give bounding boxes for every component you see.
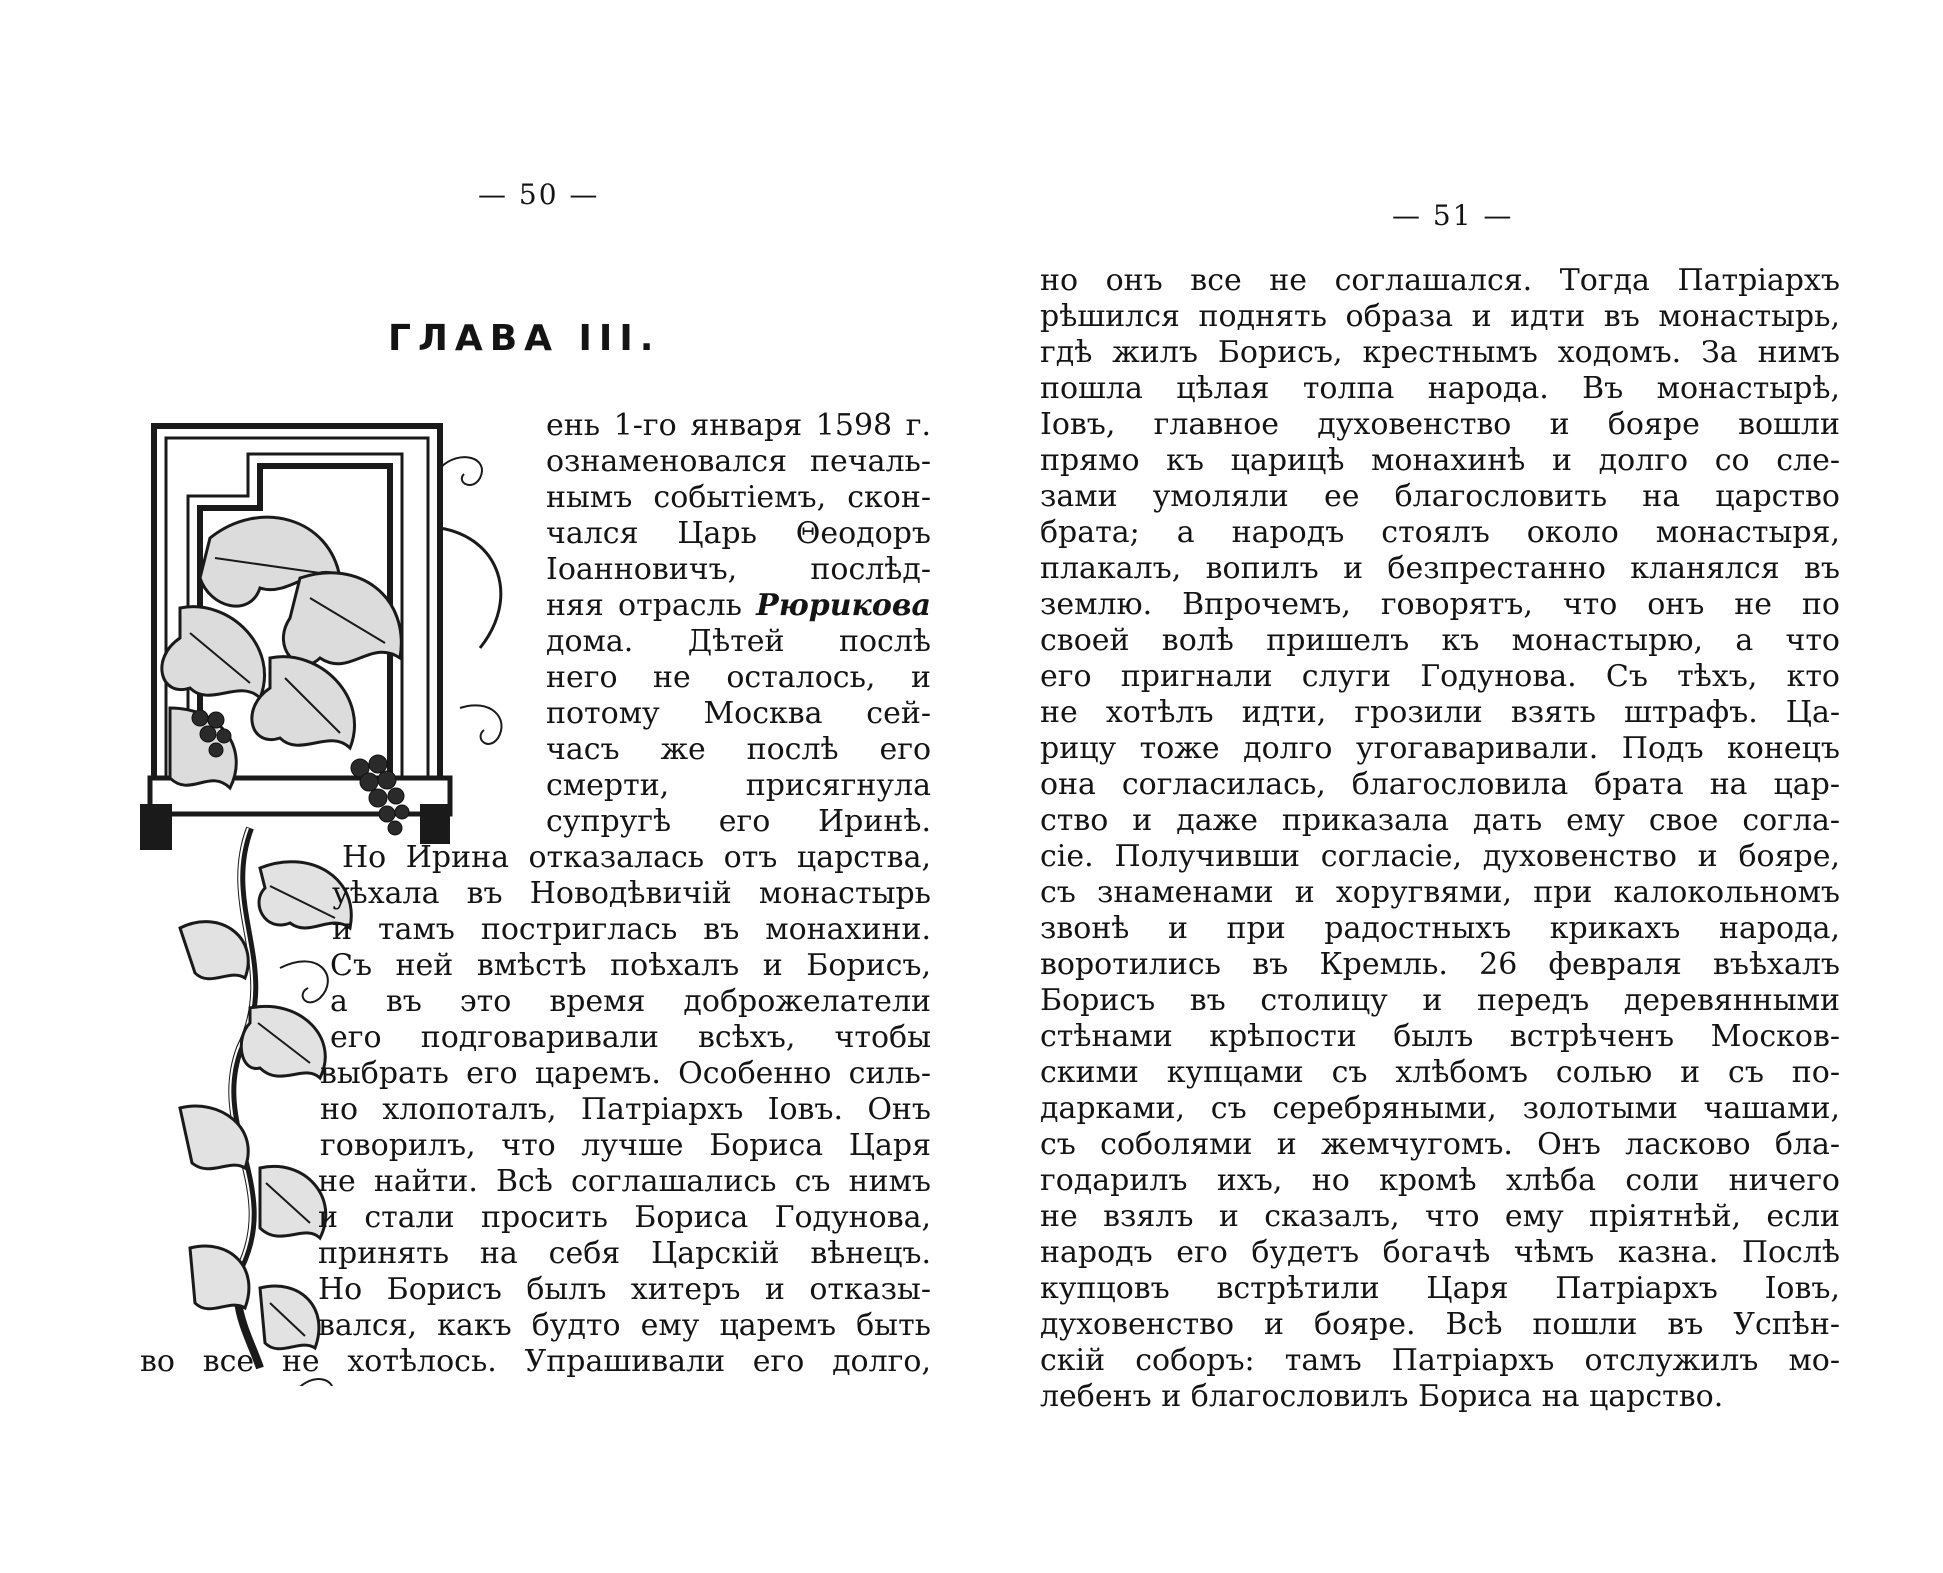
text-line: Но Ирина отказалась отъ царства,	[342, 840, 931, 875]
text-line: звонѣ и при радостныхъ крикахъ народа,	[1040, 911, 1840, 946]
text-line: духовенство и бояре. Всѣ пошли въ Успѣн-	[1040, 1307, 1840, 1342]
text-line: съ знаменами и хоругвями, при калокольномъ	[1040, 875, 1840, 910]
text-line: уѣхала въ Новодѣвичій монастырь	[332, 876, 931, 911]
text-line: прямо къ царицѣ монахинѣ и долго со сле-	[1040, 443, 1840, 478]
text-line: зами умоляли ее благословить на царство	[1040, 479, 1840, 514]
text-line: ень 1-го января 1598 г.	[546, 408, 931, 443]
text-line: и стали просить Бориса Годунова,	[318, 1200, 931, 1235]
text-line: дарками, съ серебряными, золотыми чашами,	[1040, 1091, 1840, 1126]
text-line: а въ это время доброжелатели	[330, 984, 931, 1019]
text-line: гдѣ жилъ Борисъ, крестнымъ ходомъ. За нимъ	[1040, 335, 1840, 370]
page-right	[972, 0, 1943, 1573]
text-line: не хотѣлъ идти, грозили взять штрафъ. Ца-	[1040, 695, 1840, 730]
text-line-with-italic	[546, 588, 931, 624]
text-line: ство и даже приказала дать ему свое согла-	[1040, 803, 1840, 838]
text-line: рицу тоже долго угогаваривали. Подъ конецъ	[1040, 731, 1840, 766]
text-line: Но Борисъ былъ хитеръ и отказы-	[318, 1272, 931, 1307]
text-line: и тамъ постриглась въ монахини.	[332, 912, 931, 947]
text-line: Борисъ въ столицу и передъ деревянными	[1040, 983, 1840, 1018]
text-line: Іоанновичъ, послѣд-	[546, 552, 931, 587]
text-line: брата; а народъ стоялъ около монастыря,	[1040, 515, 1840, 550]
text-line: она согласилась, благословила брата на цар-	[1040, 767, 1840, 802]
chapter-title: ГЛАВА III.	[388, 318, 661, 359]
text-line: ознаменовался печаль-	[546, 444, 931, 479]
text-line: но хлопоталъ, Патріархъ Іовъ. Онъ	[320, 1092, 931, 1127]
text-line: съ соболями и жемчугомъ. Онъ ласково бла-	[1040, 1127, 1840, 1162]
text-line: дома. Дѣтей послѣ	[546, 624, 931, 659]
text-line: говорилъ, что лучше Бориса Царя	[320, 1128, 931, 1163]
text-line: нымъ событіемъ, скон-	[546, 480, 931, 515]
text-line: скими купцами съ хлѣбомъ солью и съ по-	[1040, 1055, 1840, 1090]
text-line: не взялъ и сказалъ, что ему пріятнѣй, если	[1040, 1199, 1840, 1234]
text-line: чался Царь Θеодоръ	[546, 516, 931, 551]
text-line: годарилъ ихъ, но кромѣ хлѣба соли ничего	[1040, 1163, 1840, 1198]
text-line: сіе. Получивши согласіе, духовенство и бояре,	[1040, 839, 1840, 874]
page-number-left: — 50 —	[478, 178, 600, 211]
text-line: лебенъ и благословилъ Бориса на царство.	[1040, 1379, 1724, 1414]
text-line: стѣнами крѣпости былъ встрѣченъ Москов-	[1040, 1019, 1840, 1054]
text-line: скій соборъ: тамъ Патріархъ отслужилъ мо-	[1040, 1343, 1840, 1378]
text-line: плакалъ, вопилъ и безпрестанно кланялся въ	[1040, 551, 1840, 586]
text-line: него не осталось, и	[546, 660, 931, 695]
text-line: народъ его будетъ богачѣ чѣмъ казна. Послѣ	[1040, 1235, 1840, 1270]
italic-name: Рюрикова	[756, 588, 931, 623]
text-line: потому Москва сей-	[546, 696, 931, 731]
text-line: не найти. Всѣ соглашались съ нимъ	[318, 1164, 931, 1199]
text-line: часъ же послѣ его	[546, 732, 931, 767]
text-line: своей волѣ пришелъ къ монастырю, а что	[1040, 623, 1840, 658]
text-line: смерти, присягнула	[546, 768, 931, 803]
text-line: во все не хотѣлось. Упрашивали его долго,	[140, 1344, 931, 1379]
text-line: принять на себя Царскій вѣнецъ.	[318, 1236, 931, 1271]
text-line: выбрать его царемъ. Особенно силь-	[320, 1056, 931, 1091]
text-line: его подговаривали всѣхъ, чтобы	[330, 1020, 931, 1055]
text-line: рѣшился поднять образа и идти въ монастырь,	[1040, 299, 1840, 334]
text-line: Съ ней вмѣстѣ поѣхалъ и Борисъ,	[330, 948, 931, 983]
text-line: вался, какъ будто ему царемъ быть	[318, 1308, 931, 1343]
text-line: пошла цѣлая толпа народа. Въ монастырѣ,	[1040, 371, 1840, 406]
text-line: Іовъ, главное духовенство и бояре вошли	[1040, 407, 1840, 442]
text-line: супругѣ его Иринѣ.	[546, 804, 931, 839]
page-number-right: — 51 —	[1392, 199, 1514, 232]
text-line: его пригнали слуги Годунова. Съ тѣхъ, кто	[1040, 659, 1840, 694]
text-line: землю. Впрочемъ, говорятъ, что онъ не по	[1040, 587, 1840, 622]
text-line: купцовъ встрѣтили Царя Патріархъ Іовъ,	[1040, 1271, 1840, 1306]
text-line: воротились въ Кремль. 26 февраля въѣхалъ	[1040, 947, 1840, 982]
text-line-start: няя отрасль	[546, 588, 757, 623]
text-line: но онъ все не соглашался. Тогда Патріархъ	[1040, 263, 1840, 298]
